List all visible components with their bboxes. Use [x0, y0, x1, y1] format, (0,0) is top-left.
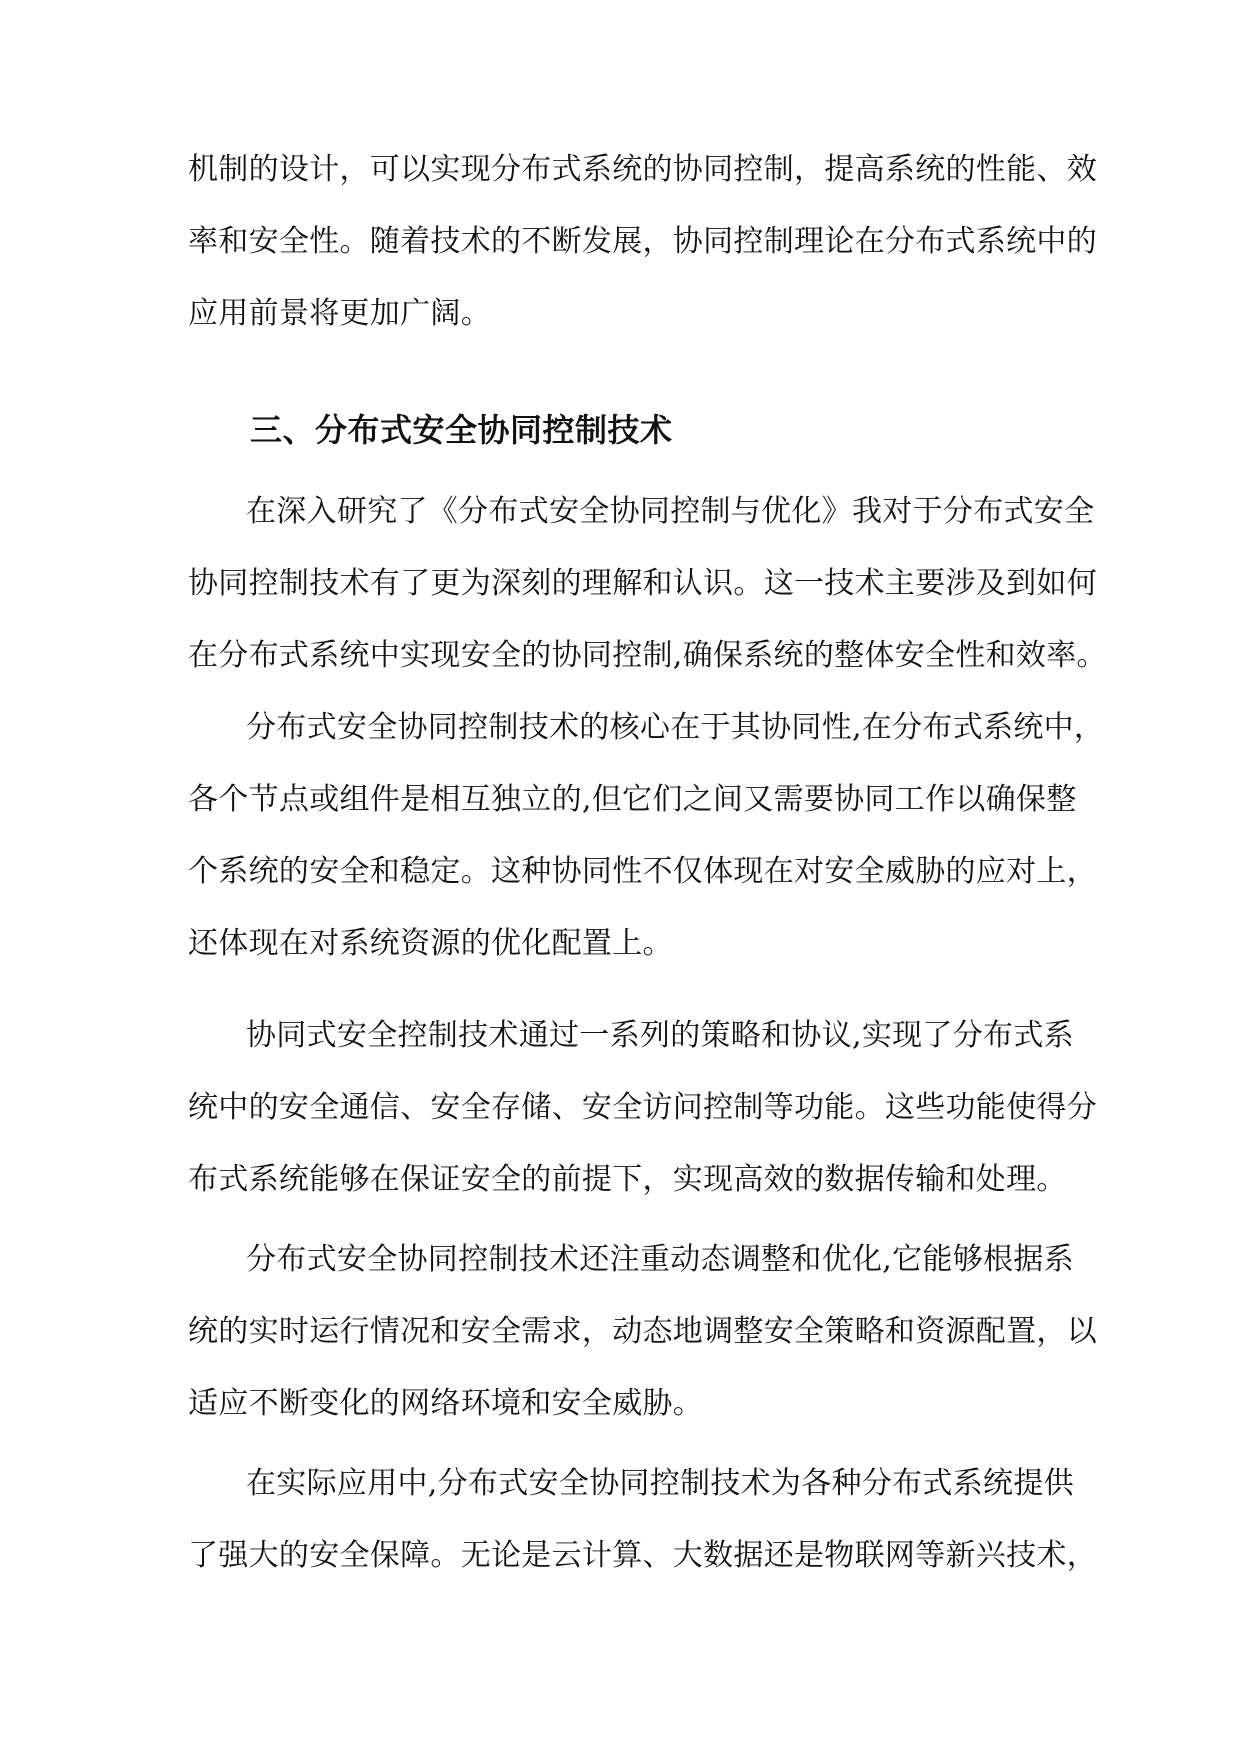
- intro-line-3: 应用前景将更加广阔。: [188, 296, 491, 331]
- paragraph-5-line-2: 了强大的安全保障。无论是云计算、大数据还是物联网等新兴技术，: [188, 1538, 1097, 1573]
- paragraph-1-line-1: 在深入研究了《分布式安全协同控制与优化》我对于分布式安全: [246, 494, 1095, 529]
- paragraph-1-line-3: 在分布式系统中实现安全的协同控制,确保系统的整体安全性和效率。: [188, 638, 1107, 673]
- intro-line-2: 率和安全性。随着技术的不断发展，协同控制理论在分布式系统中的: [188, 224, 1097, 259]
- paragraph-2-line-3: 个系统的安全和稳定。这种协同性不仅体现在对安全威胁的应对上，: [188, 854, 1097, 889]
- paragraph-4-line-1: 分布式安全协同控制技术还注重动态调整和优化,它能够根据系: [246, 1242, 1074, 1277]
- paragraph-2-line-2: 各个节点或组件是相互独立的,但它们之间又需要协同工作以确保整: [188, 782, 1077, 817]
- paragraph-2-line-4: 还体现在对系统资源的优化配置上。: [188, 926, 673, 961]
- paragraph-4-line-3: 适应不断变化的网络环境和安全威胁。: [188, 1386, 704, 1421]
- paragraph-5-line-1: 在实际应用中,分布式安全协同控制技术为各种分布式系统提供: [246, 1466, 1074, 1501]
- paragraph-2-line-1: 分布式安全协同控制技术的核心在于其协同性,在分布式系统中，: [246, 710, 1105, 745]
- intro-line-1: 机制的设计，可以实现分布式系统的协同控制，提高系统的性能、效: [188, 152, 1097, 187]
- paragraph-1-line-2: 协同控制技术有了更为深刻的理解和认识。这一技术主要涉及到如何: [188, 566, 1097, 601]
- paragraph-4-line-2: 统的实时运行情况和安全需求，动态地调整安全策略和资源配置，以: [188, 1314, 1097, 1349]
- paragraph-3-line-3: 布式系统能够在保证安全的前提下，实现高效的数据传输和处理。: [188, 1162, 1067, 1197]
- paragraph-3-line-1: 协同式安全控制技术通过一系列的策略和协议,实现了分布式系: [246, 1018, 1074, 1053]
- section-heading: 三、分布式安全协同控制技术: [250, 411, 673, 449]
- paragraph-3-line-2: 统中的安全通信、安全存储、安全访问控制等功能。这些功能使得分: [188, 1090, 1097, 1125]
